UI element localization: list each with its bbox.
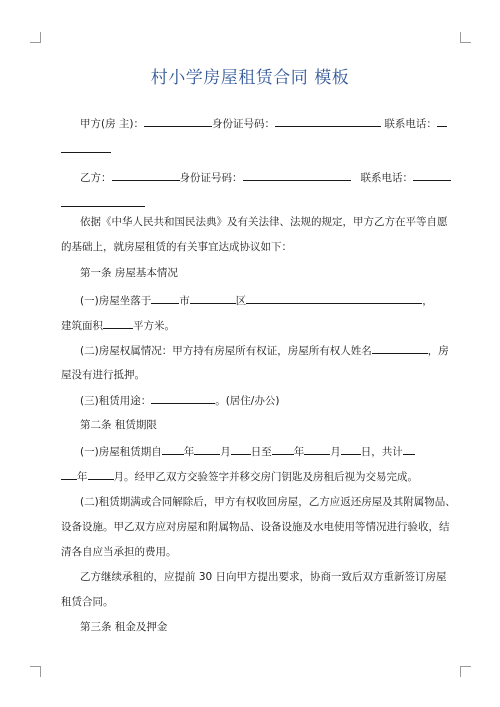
article-3-heading: 第三条 租金及押金 xyxy=(80,621,168,633)
party-b-line xyxy=(80,170,460,185)
end-month-blank xyxy=(304,444,330,455)
item-text: 月。经甲乙双方交验签字并移交房门钥匙及房租后视为交易完成。 xyxy=(113,471,418,483)
article-2-item-2-line-2: 设备设施。甲乙双方应对房屋和附属物品、设备设施及水电使用等情况进行验收，结 xyxy=(61,521,450,533)
address-blank xyxy=(246,293,422,304)
party-a-phone-blank-cont xyxy=(61,142,111,153)
intro-line-2: 的基础上，就房屋租赁的有关事宜达成协议如下： xyxy=(61,241,292,253)
party-b-id-blank xyxy=(243,170,351,181)
start-year-blank xyxy=(162,444,184,455)
item-text: (二)房屋权属情况：甲方持有房屋所有权证，房屋所有权人姓名 xyxy=(80,345,372,357)
party-a-id-label: 身份证号码： xyxy=(212,118,276,130)
item-text: 日至 xyxy=(250,446,272,458)
article-2-item-3-line-2: 租赁合同。 xyxy=(61,596,114,608)
party-b-phone-label: 联系电话： xyxy=(360,172,414,184)
item-text: 区 xyxy=(235,295,247,307)
party-b-phone-blank xyxy=(413,170,451,181)
party-a-label: 甲方(房 主)： xyxy=(80,118,145,130)
owner-name-blank xyxy=(372,343,428,354)
party-a-line xyxy=(80,116,460,131)
party-a-phone-blank xyxy=(437,116,447,127)
article-1-heading: 第一条 房屋基本情况 xyxy=(80,267,178,279)
item-text: (三)租赁用途： xyxy=(80,395,152,407)
item-text: ，房 xyxy=(427,345,449,357)
crop-mark-top-left xyxy=(30,32,41,43)
intro-line-1: 依据《中华人民共和国民法典》及有关法律、法规的规定，甲方乙方在平等自愿 xyxy=(80,216,448,228)
district-blank xyxy=(190,293,236,304)
item-text: 平方米。 xyxy=(133,320,175,332)
total-blank xyxy=(403,444,415,455)
article-2-item-2-line-1: (二)租赁期满或合同解除后，甲方有权收回房屋，乙方应返还房屋及其附属物品、 xyxy=(80,496,456,508)
crop-mark-bottom-left xyxy=(30,666,41,677)
article-2-item-3-line-1: 乙方继续承租的，应提前 30 日向甲方提出要求，协商一致后双方重新签订房屋 xyxy=(80,571,447,583)
area-blank xyxy=(103,318,133,329)
item-text: 月 xyxy=(330,446,341,458)
total-month-blank xyxy=(88,469,114,480)
item-text: 市 xyxy=(179,295,190,307)
item-text: 日，共计 xyxy=(360,446,403,458)
party-a-phone-cont xyxy=(61,142,441,157)
item-text: 年 xyxy=(183,446,195,458)
purpose-blank xyxy=(151,393,215,404)
article-1-item-1 xyxy=(80,293,460,308)
item-text: 。(居住/办公) xyxy=(215,395,280,407)
item-text: 月 xyxy=(220,446,231,458)
item-text: 建筑面积 xyxy=(61,320,103,332)
article-1-item-2 xyxy=(80,343,460,358)
crop-mark-top-right xyxy=(460,32,471,43)
party-b-phone-cont xyxy=(61,196,441,211)
end-day-blank xyxy=(341,444,361,455)
article-2-item-1-cont xyxy=(61,469,441,484)
party-a-phone-label: 联系电话： xyxy=(384,118,437,130)
party-a-id-blank xyxy=(275,116,381,127)
document-title: 村小学房屋租赁合同 模板 xyxy=(150,68,350,88)
item-text: (一)房屋坐落于 xyxy=(80,295,152,307)
article-1-item-1-cont xyxy=(61,318,441,333)
start-month-blank xyxy=(194,444,220,455)
article-2-heading: 第二条 租赁期限 xyxy=(80,419,157,431)
city-blank xyxy=(151,293,179,304)
party-b-label: 乙方： xyxy=(80,172,112,184)
party-a-name-blank xyxy=(144,116,212,127)
item-text: (一)房屋租赁期自 xyxy=(80,446,162,458)
article-2-item-2-line-3: 清各自应当承担的费用。 xyxy=(61,546,177,558)
end-year-blank xyxy=(272,444,294,455)
party-b-name-blank xyxy=(112,170,180,181)
crop-mark-bottom-right xyxy=(460,666,471,677)
start-day-blank xyxy=(231,444,251,455)
party-b-phone-blank-cont xyxy=(61,196,145,207)
item-text: 年 xyxy=(293,446,305,458)
article-2-item-1 xyxy=(80,444,460,459)
item-text: ， xyxy=(422,295,433,307)
article-1-item-2-cont: 屋没有进行抵押。 xyxy=(61,369,145,381)
article-1-item-3 xyxy=(80,393,460,408)
item-text: 年 xyxy=(77,471,88,483)
total-year-blank xyxy=(61,469,77,480)
party-b-id-label: 身份证号码： xyxy=(179,172,243,184)
